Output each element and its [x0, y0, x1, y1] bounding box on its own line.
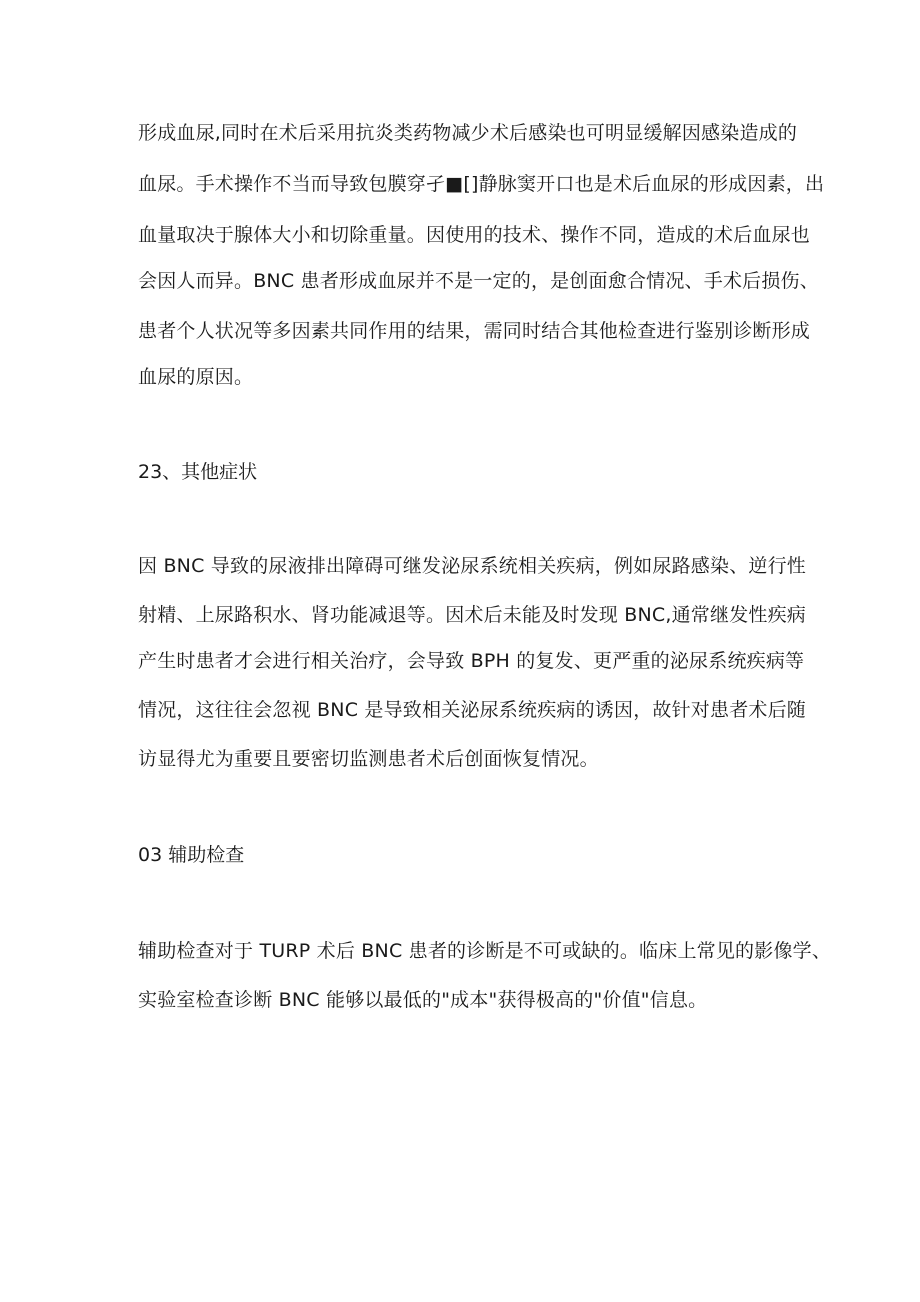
paragraph-line: 血尿的原因。 — [138, 366, 254, 388]
paragraph-line: 辅助检查对于 TURP 术后 BNC 患者的诊断是不可或缺的。临床上常见的影像学、 — [138, 940, 832, 962]
paragraph-line: 实验室检查诊断 BNC 能够以最低的"成本"获得极高的"价值"信息。 — [138, 989, 708, 1011]
paragraph-line: 会因人而异。BNC 患者形成血尿并不是一定的，是创面愈合情况、手术后损伤、 — [138, 270, 819, 292]
paragraph-line: 因 BNC 导致的尿液排出障碍可继发泌尿系统相关疾病，例如尿路感染、逆行性 — [138, 555, 806, 577]
paragraph-line: 血量取决于腺体大小和切除重量。因使用的技术、操作不同，造成的术后血尿也 — [138, 224, 811, 246]
paragraph-line: 形成血尿,同时在术后采用抗炎类药物减少术后感染也可明显缓解因感染造成的 — [138, 122, 798, 144]
paragraph-line: 产生时患者才会进行相关治疗，会导致 BPH 的复发、更严重的泌尿系统疾病等 — [138, 650, 805, 672]
paragraph-line: 患者个人状况等多因素共同作用的结果，需同时结合其他检查进行鉴别诊断形成 — [138, 320, 811, 342]
paragraph-line: 射精、上尿路积水、肾功能减退等。因术后未能及时发现 BNC,通常继发性疾病 — [138, 604, 806, 626]
section-heading-auxiliary-exam: 03 辅助检查 — [138, 844, 245, 866]
paragraph-line: 情况，这往往会忽视 BNC 是导致相关泌尿系统疾病的诱因，故针对患者术后随 — [138, 699, 806, 721]
section-heading-other-symptoms: 23、其他症状 — [138, 461, 258, 483]
paragraph-line: 访显得尤为重要且要密切监测患者术后创面恢复情况。 — [138, 748, 599, 770]
paragraph-line: 血尿。手术操作不当而导致包膜穿孑■[]静脉窦开口也是术后血尿的形成因素，出 — [138, 173, 825, 195]
